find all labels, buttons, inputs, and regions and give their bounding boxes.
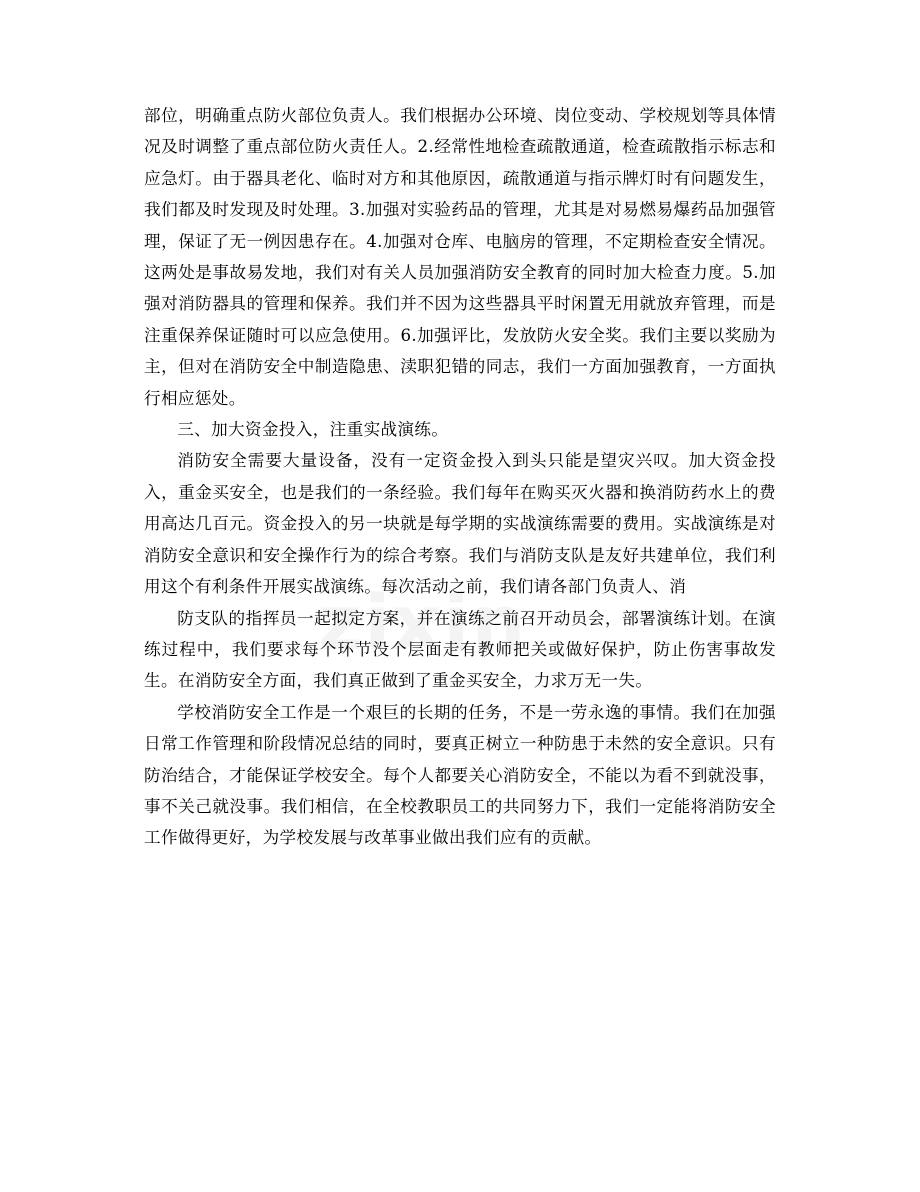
section-heading-funding: 三、加大资金投入，注重实战演练。	[177, 420, 449, 440]
paragraph-conclusion: 学校消防安全工作是一个艰巨的长期的任务，不是一劳永逸的事情。我们在加强日常工作管理和阶段情况总结的同时，要真正树立一种防患于未然的安全意识。只有防治结合，才能保证学校安全。每个人都要关心消防安全，不能以为看不到就没事，事不关己就没事。我们相信，在全校教职员工的共同努力下，我们一定能将消防安全工作做得更好，为学校发展与改革事业做出我们应有的贡献。	[144, 702, 776, 848]
paragraph-funding: 消防安全需要大量设备，没有一定资金投入到头只能是望灾兴叹。加大资金投入，重金买安全，也是我们的一条经验。我们每年在购买灭火器和换消防药水上的费用高达几百元。资金投入的另一块就是每学期的实战演练需要的费用。实战演练是对消防安全意识和安全操作行为的综合考察。我们与消防支队是友好共建单位，我们利用这个有利条件开展实战演练。每次活动之前，我们请各部门负责人、消	[144, 451, 776, 597]
document-page	[144, 100, 776, 1100]
paragraph-drill: 防支队的指挥员一起拟定方案，并在演练之前召开动员会，部署演练计划。在演练过程中，我们要求每个环节没个层面走有教师把关或做好保护，防止伤害事故发生。在消防安全方面，我们真正做到了重金买安全，力求万无一失。	[144, 608, 776, 691]
paragraph-fire-measures: 部位，明确重点防火部位负责人。我们根据办公环境、岗位变动、学校规划等具体情况及时调整了重点部位防火责任人。2.经常性地检查疏散通道，检查疏散指示标志和应急灯。由于器具老化、临时对方和其他原因，疏散通道与指示牌灯时有问题发生，我们都及时发现及时处理。3.加强对实验药品的管理，尤其是对易燃易爆药品加强管理，保证了无一例因患存在。4.加强对仓库、电脑房的管理，不定期检查安全情况。这两处是事故易发地，我们对有关人员加强消防安全教育的同时加大检查力度。5.加强对消防器具的管理和保养。我们并不因为这些器具平时闲置无用就放弃管理，而是注重保养保证随时可以应急使用。6.加强评比，发放防火安全奖。我们主要以奖励为主，但对在消防安全中制造隐患、渎职犯错的同志，我们一方面加强教育，一方面执行相应惩处。	[144, 106, 776, 408]
